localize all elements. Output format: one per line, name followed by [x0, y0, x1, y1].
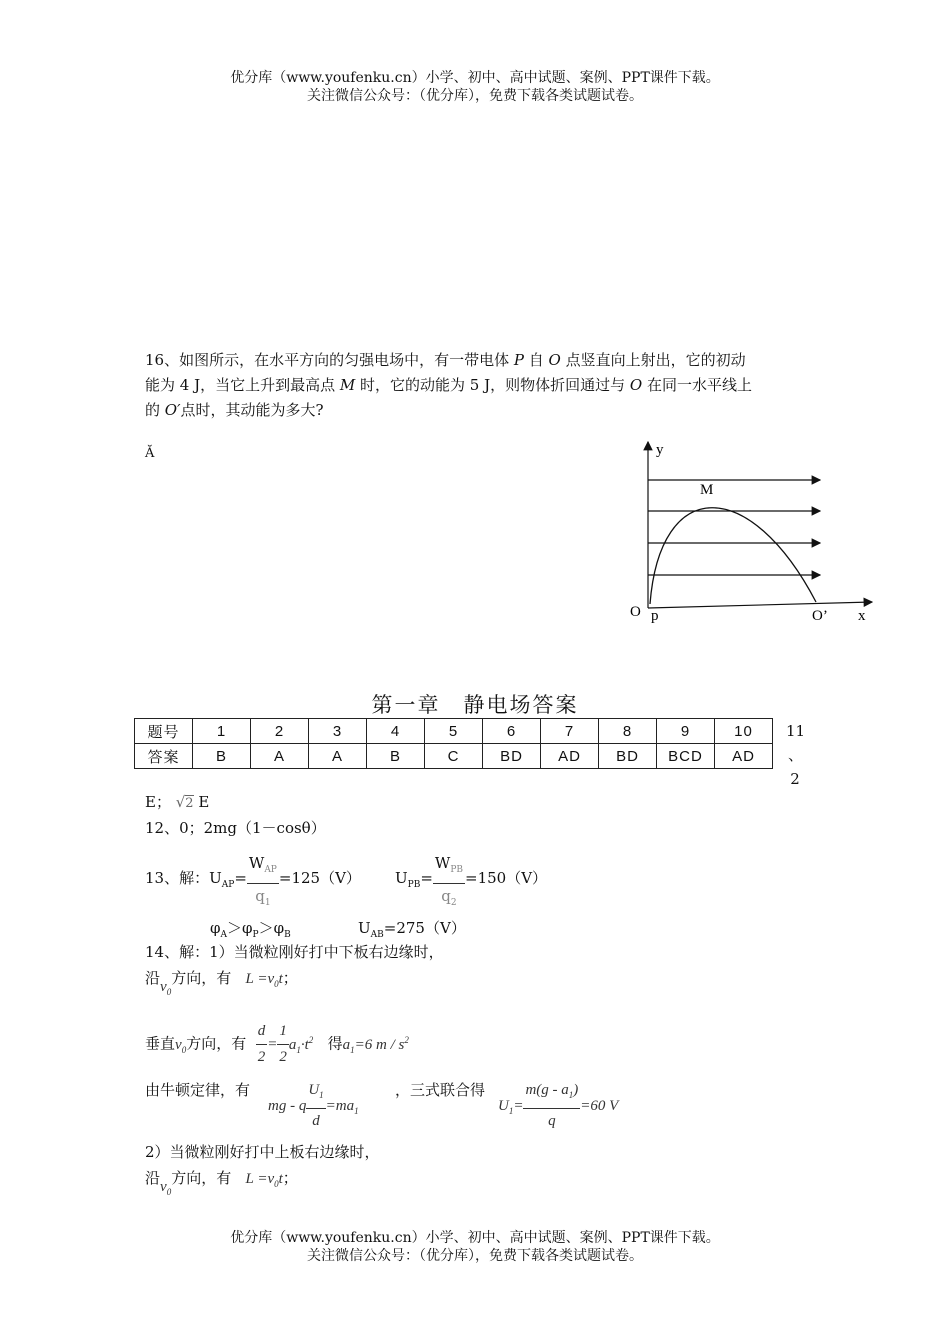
fraction-wap-q1: $\frac{W_{AP}}{q_1}$ — [247, 851, 279, 916]
answer-13-potentials: $\varphi_A>\varphi_P>\varphi_B$ — [210, 919, 291, 940]
answer-14-combine: ，三式联合得 — [395, 1081, 486, 1099]
answer-13-upb: $U_{PB}=$ $\frac{W_{PB}}{q_2}$ =150（V） — [395, 851, 547, 916]
table-cell: 10 — [715, 719, 773, 744]
footer-line-2: 关注微信公众号：（优分库），免费下载各类试题试卷。 — [307, 1248, 643, 1264]
fraction-1-2: $\frac{1}{2}$ — [277, 1019, 289, 1070]
answer-14-along-1: 沿$v_0$方向，有 $L =v_0t$； — [145, 969, 298, 997]
table-cell: 5 — [425, 719, 483, 744]
table-cell: 6 — [483, 719, 541, 744]
table-cell: 1 — [193, 719, 251, 744]
fraction-wpb-q2: $\frac{W_{PB}}{q_2}$ — [433, 851, 465, 916]
table-cell: BCD — [657, 744, 715, 769]
table-cell: AD — [541, 744, 599, 769]
answer-14-part-2: 2）当微粒刚好打中上板右边缘时， — [145, 1143, 380, 1161]
table-cell: 7 — [541, 719, 599, 744]
table-cell: A — [309, 744, 367, 769]
answer-14-along-2: 沿$v_0$方向，有 $L =v_0t$； — [145, 1169, 298, 1197]
x-axis — [648, 602, 872, 608]
header-line-1: 优分库（www.youfenku.cn）小学、初中、高中试题、案例、PPT课件下载。 — [230, 70, 720, 86]
answer-13: 13、解：$U_{AP}=$ $\frac{W_{AP}}{q_1}$ =125（V） — [145, 851, 361, 916]
header-line-2: 关注微信公众号：（优分库），免费下载各类试题试卷。 — [307, 88, 643, 104]
p-label: p — [651, 608, 659, 624]
answer-14-result: $U_1=$ $\frac{m(g - a_1)}{q}$ =60 V — [498, 1078, 618, 1134]
o-prime-label: O’ — [812, 608, 828, 624]
table-cell: 2 — [251, 719, 309, 744]
question-16 — [145, 348, 825, 423]
table-cell: A — [251, 744, 309, 769]
x-label: x — [858, 608, 866, 624]
table-cell: AD — [715, 744, 773, 769]
answer-12: 12、0；2mg（1－cosθ） — [145, 819, 326, 837]
table-cell: BD — [483, 744, 541, 769]
answer-14-newton-eq: mg - q $\frac{U_1}{d}$ $=ma_1$ — [268, 1078, 359, 1134]
fraction-u1-d: $\frac{U_1}{d}$ — [306, 1078, 325, 1134]
q16-line-2: 能为 4 J，当它上升到最高点 M 时，它的动能为 5 J，则物体折回通过与 O 在同一水平线上 — [145, 376, 752, 394]
table-cell: 8 — [599, 719, 657, 744]
q16-line-1: 16、如图所示，在水平方向的匀强电场中，有一带电体 P 自 O 点竖直向上射出，它的初动 — [145, 351, 746, 369]
footer-line-1: 优分库（www.youfenku.cn）小学、初中、高中试题、案例、PPT课件下载。 — [230, 1230, 720, 1246]
table-cell: BD — [599, 744, 657, 769]
answers-title: 第一章 静电场答案 — [371, 693, 579, 717]
table-cell: 9 — [657, 719, 715, 744]
table-cell: B — [367, 744, 425, 769]
fraction-d-2: $\frac{d}{2}$ — [256, 1019, 268, 1070]
fraction-m-q: $\frac{m(g - a_1)}{q}$ — [523, 1078, 580, 1134]
table-cell: 答案 — [135, 744, 193, 769]
trajectory-curve — [650, 508, 816, 604]
answer-13-uab: $U_{AB}=275(V)$ — [358, 919, 466, 940]
q16-line-3: 的 O′点时，其动能为多大? — [145, 401, 324, 419]
table-row — [135, 719, 773, 744]
field-diagram — [620, 436, 890, 632]
answer-14-part-1: 14、解：1）当微粒刚好打中下板右边缘时， — [145, 943, 444, 961]
table-cell: 题号 — [135, 719, 193, 744]
stray-mark: Ă — [145, 446, 155, 461]
m-label: M — [700, 482, 714, 498]
answer-11-overflow: 11 、 2 — [786, 722, 806, 788]
o-label: O — [630, 604, 641, 620]
table-row — [135, 744, 773, 769]
answer-11: E； √2 E — [145, 793, 210, 811]
answer-14-newton: 由牛顿定律，有 — [145, 1081, 251, 1099]
table-cell: C — [425, 744, 483, 769]
table-cell: 4 — [367, 719, 425, 744]
y-label: y — [656, 442, 664, 458]
answer-table — [134, 718, 773, 769]
table-cell: B — [193, 744, 251, 769]
table-cell: 3 — [309, 719, 367, 744]
answer-14-perp: 垂直$v_0$方向，有 $\frac{d}{2}$ = $\frac{1}{2}$ $a_1\cdot t^2$ 得$a_1=6$ m / $s^2$ — [145, 1019, 409, 1070]
